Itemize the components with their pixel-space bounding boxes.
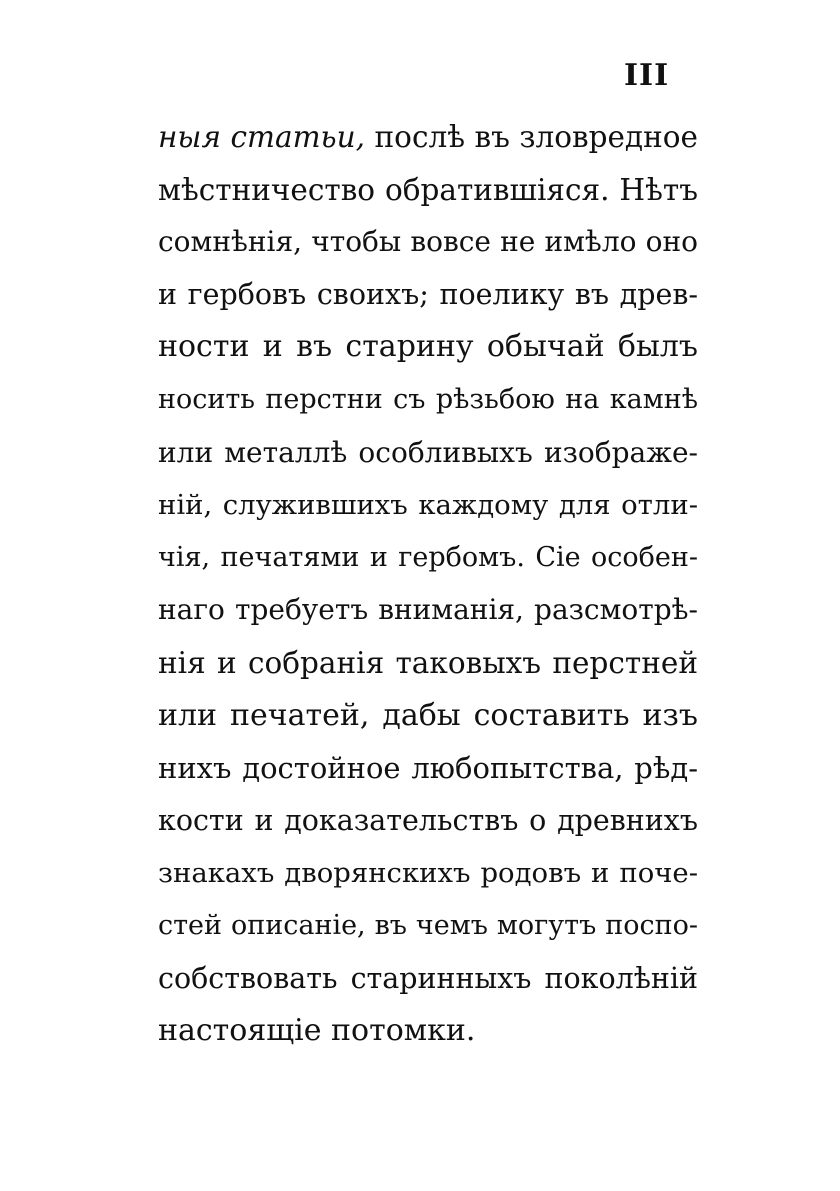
text-line: носить перстни съ рѣзьбою на камнѣ [158, 383, 698, 415]
text-line: знакахъ дворянскихъ родовъ и поче- [158, 857, 698, 890]
page-number: III [624, 58, 670, 93]
text-line: собствовать старинныхъ поколѣній [158, 961, 698, 995]
italic-phrase: ныя статьи, [158, 120, 365, 154]
text-line: ности и въ старину обычай былъ [158, 329, 698, 365]
body-text [158, 118, 698, 1065]
text-line-1-rest: послѣ въ зловредное [374, 120, 698, 154]
text-line: сомнѣнія, чтобы вовсе не имѣло оно [158, 225, 698, 259]
text-line: чія, печатями и гербомъ. Сіе особен- [158, 541, 698, 573]
text-line: наго требуетъ вниманія, разсмотрѣ- [158, 593, 698, 627]
text-line: кости и доказательствъ о древнихъ [158, 803, 698, 837]
text-line: ній, служившихъ каждому для отли- [158, 489, 698, 522]
text-line: или печатей, дабы составить изъ [158, 697, 698, 733]
text-line: и гербовъ своихъ; поелику въ древ- [158, 277, 698, 311]
text-line: нія и собранія таковыхъ перстней [158, 645, 698, 680]
text-line: нихъ достойное любопытства, рѣд- [158, 751, 698, 786]
text-line: стей описаніе, въ чемъ могутъ поспо- [158, 909, 698, 941]
text-line: или металлѣ особливыхъ изображе- [158, 435, 698, 469]
text-line-last: настоящіе потомки. [158, 1013, 476, 1049]
text-line: мѣстничество обратившіяся. Нѣтъ [158, 172, 698, 207]
text-line-1 [158, 118, 698, 171]
